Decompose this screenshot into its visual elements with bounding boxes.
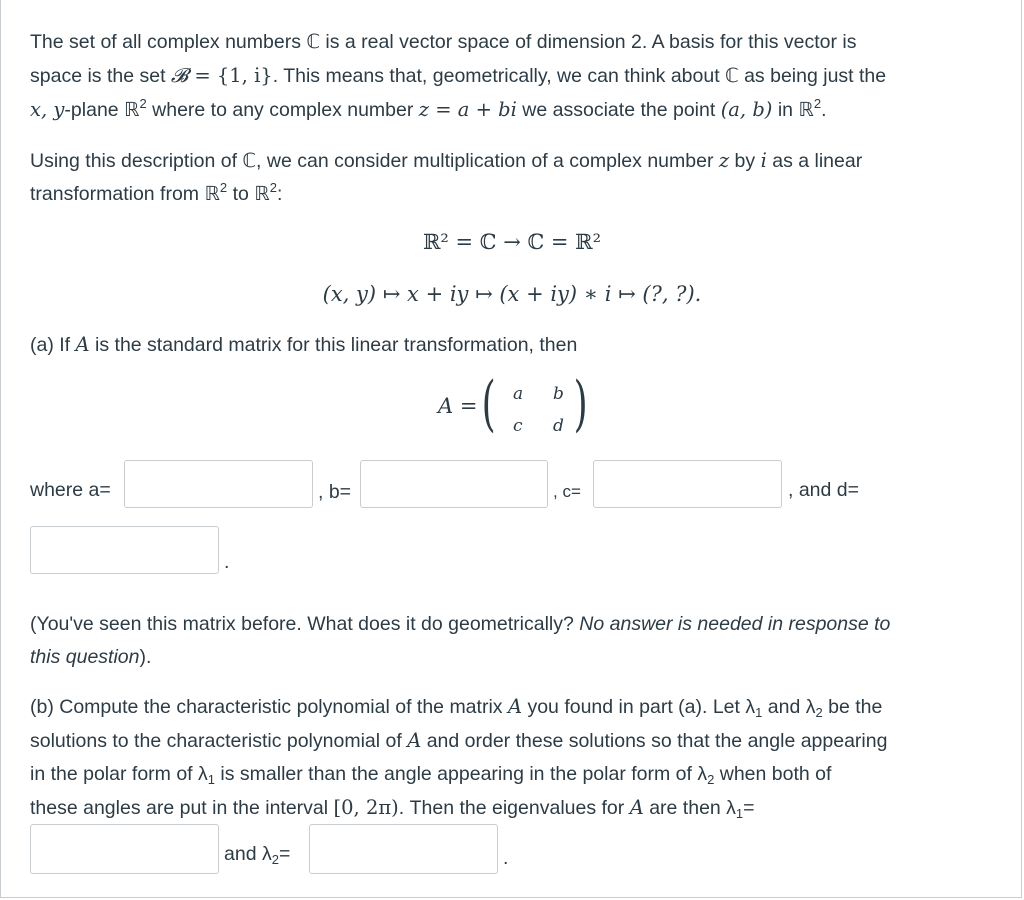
intro-paragraph: [30, 26, 1000, 127]
lambda2-period: .: [503, 847, 509, 869]
matrix-cell-c: c: [513, 416, 523, 436]
left-paren: (: [481, 369, 496, 439]
intro-line-1: The set of all complex numbers ℂ is a real vector space of dimension 2. A basis for this vector is: [30, 31, 857, 53]
matrix-A: [437, 369, 597, 440]
lambda2-input[interactable]: [309, 824, 498, 874]
intro-line-2: space is the set 𝓑 = {1, i}. This means that, geometrically, we can think about ℂ as being just the: [30, 64, 887, 87]
b-label: , b=: [318, 481, 352, 503]
d-period: .: [224, 551, 230, 573]
intro-line-3: x, y-plane ℝ$^2$ where to any complex number z = a + bi we associate the point (a, b) in ℝ$^2$.: [30, 96, 827, 121]
matrix-label: A =: [438, 394, 478, 418]
b-input[interactable]: [360, 460, 548, 508]
matrix-cell-a: a: [513, 384, 524, 404]
d-input[interactable]: [30, 526, 219, 574]
d-label: , and d=: [788, 479, 860, 501]
where-a-label: where a=: [30, 479, 111, 501]
geometric-note: (You've seen this matrix before. What does it do geometrically? No answer is needed in response to this question).: [30, 613, 891, 668]
right-paren: ): [573, 369, 588, 439]
part-b-statement: (b) Compute the characteristic polynomial of the matrix A you found in part (a). Let $\lambda_1$ and $\lambda_2$ be the solutions to the characteristic polynomial of A and order these solutions so that the angle appearing in the polar form of $\lambda_1$ is smaller than the angle appearing in the polar form of $\lambda_2$ when both of these angles are put in the interval [0, 2π). Then the eigenvalues for A are then $\lambda_1=$: [30, 695, 888, 821]
matrix-cell-d: d: [553, 416, 564, 436]
description-paragraph: [30, 144, 1000, 211]
display-equation-2: (x, y) ↦ x + iy ↦ (x + iy) ∗ i ↦ (?, ?).: [322, 282, 702, 306]
desc-line-1: Using this description of ℂ, we can consider multiplication of a complex number z by i as a linear: [30, 149, 863, 172]
lambda1-input[interactable]: [30, 824, 219, 874]
a-input[interactable]: [124, 460, 313, 508]
desc-line-2: transformation from ℝ$^2$ to ℝ$^2$:: [30, 180, 283, 205]
and-lambda2-label: and $\lambda_2=$: [224, 843, 291, 867]
display-equation-1: ℝ² = ℂ → ℂ = ℝ²: [422, 230, 601, 254]
part-a-statement: (a) If A is the standard matrix for this linear transformation, then: [30, 333, 578, 356]
c-label: , c=: [553, 482, 581, 501]
matrix-cell-b: b: [553, 384, 564, 404]
c-input[interactable]: [593, 460, 782, 508]
